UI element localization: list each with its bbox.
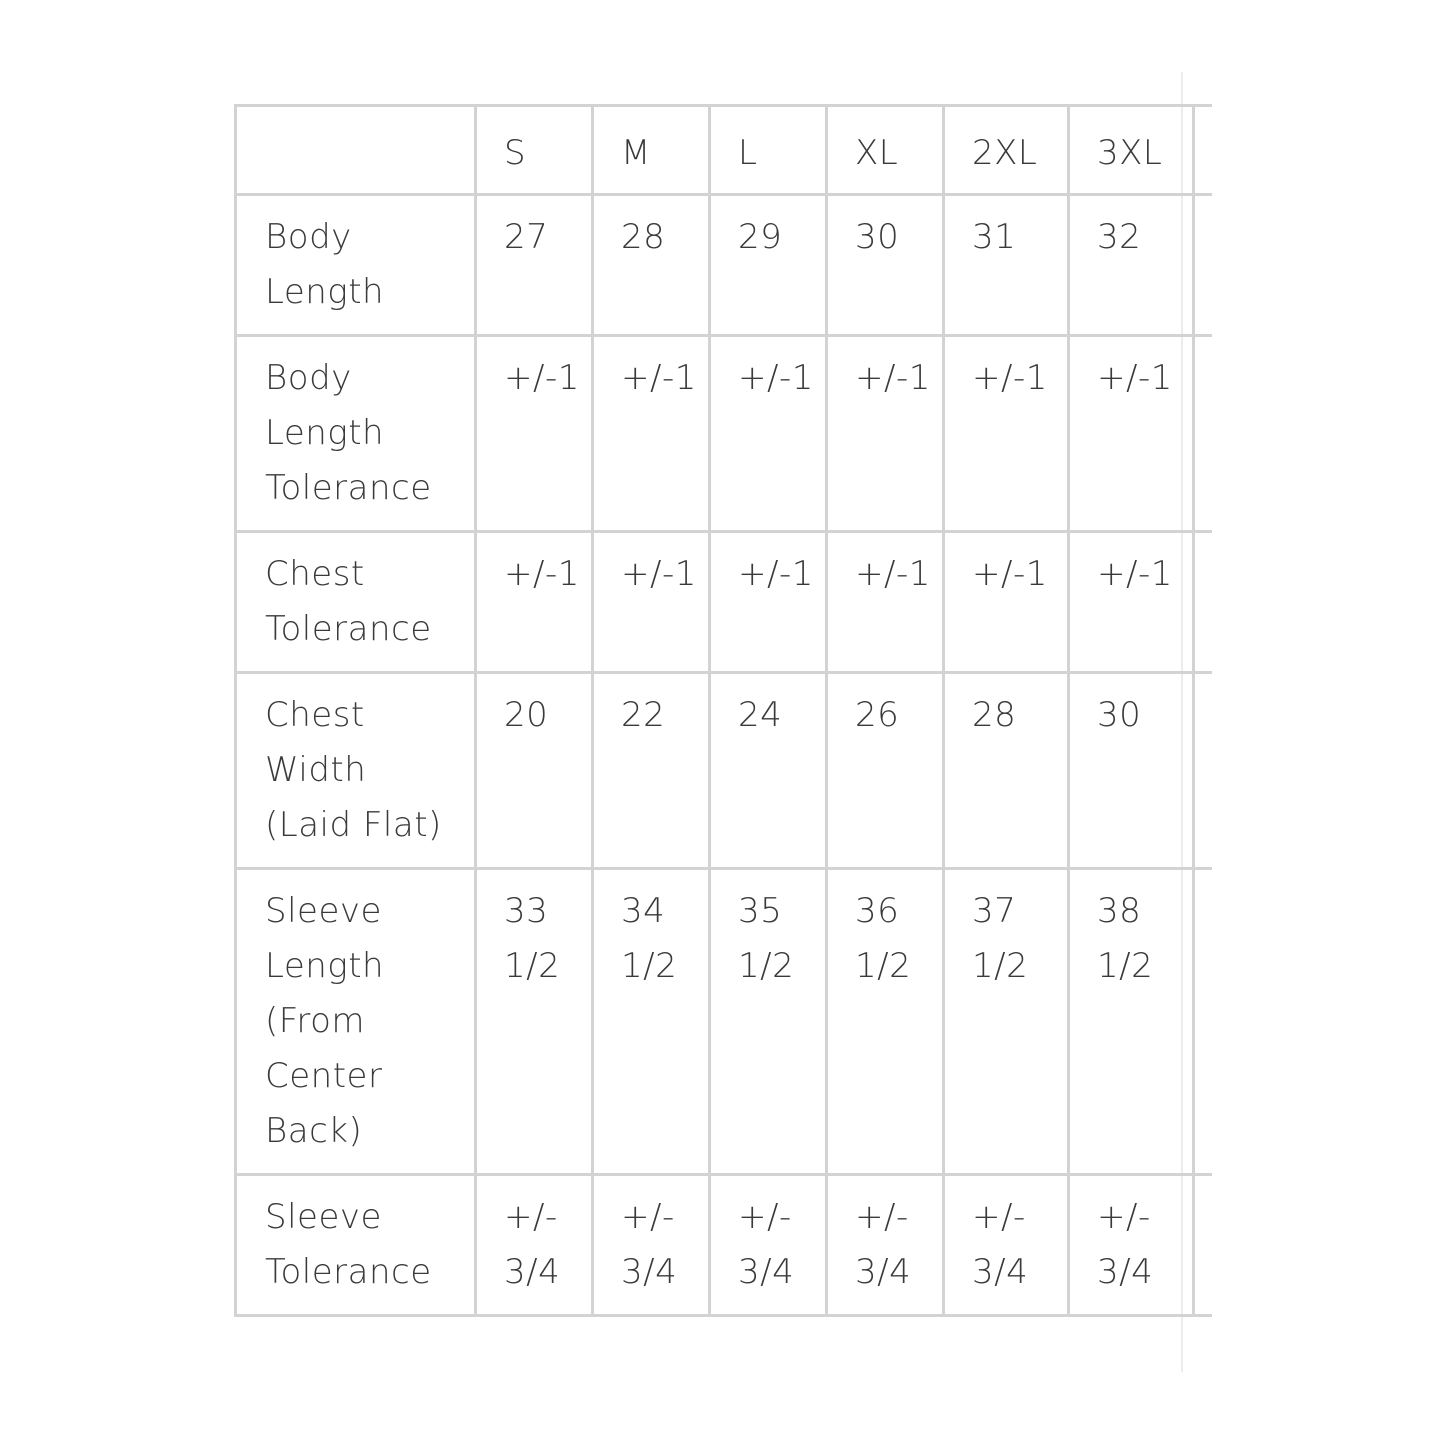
- table-cell: +/-1: [944, 336, 1069, 532]
- overflow-cell: [1194, 673, 1213, 869]
- table-cell: 34 1/2: [593, 869, 710, 1175]
- table-cell: 20: [476, 673, 593, 869]
- table-cell: +/- 3/4: [476, 1175, 593, 1316]
- row-label: Body Length: [236, 195, 476, 336]
- table-cell: 37 1/2: [944, 869, 1069, 1175]
- size-header-xl: XL: [827, 106, 944, 195]
- header-row: [236, 106, 1213, 195]
- table-cell: 30: [1069, 673, 1194, 869]
- size-header-s: S: [476, 106, 593, 195]
- table-row: [236, 336, 1213, 532]
- table-cell: +/-1: [710, 336, 827, 532]
- table-cell: 24: [710, 673, 827, 869]
- table-cell: +/- 3/4: [827, 1175, 944, 1316]
- table-cell: 30: [827, 195, 944, 336]
- overflow-cell: [1194, 336, 1213, 532]
- table-row: [236, 869, 1213, 1175]
- table-cell: +/- 3/4: [1069, 1175, 1194, 1316]
- table-cell: +/- 3/4: [593, 1175, 710, 1316]
- table-row: [236, 673, 1213, 869]
- row-label: Chest Tolerance: [236, 532, 476, 673]
- size-header-m: M: [593, 106, 710, 195]
- table-cell: +/-1: [476, 336, 593, 532]
- overflow-cell: [1194, 532, 1213, 673]
- table-cell: +/-1: [593, 532, 710, 673]
- size-chart-viewport[interactable]: [234, 104, 1212, 1373]
- row-label: Chest Width (Laid Flat): [236, 673, 476, 869]
- overflow-cell: [1194, 1175, 1213, 1316]
- size-header-2xl: 2XL: [944, 106, 1069, 195]
- row-label: Body Length Tolerance: [236, 336, 476, 532]
- row-label: Sleeve Tolerance: [236, 1175, 476, 1316]
- row-label: Sleeve Length (From Center Back): [236, 869, 476, 1175]
- size-header-3xl: 3XL: [1069, 106, 1194, 195]
- overflow-cell: [1194, 869, 1213, 1175]
- table-cell: +/-1: [1069, 532, 1194, 673]
- table-cell: +/-1: [593, 336, 710, 532]
- table-cell: 31: [944, 195, 1069, 336]
- table-cell: +/- 3/4: [710, 1175, 827, 1316]
- table-cell: 26: [827, 673, 944, 869]
- overflow-cell: [1194, 195, 1213, 336]
- table-cell: 33 1/2: [476, 869, 593, 1175]
- table-cell: 28: [593, 195, 710, 336]
- table-cell: 22: [593, 673, 710, 869]
- size-chart-table: [234, 104, 1212, 1317]
- table-cell: +/-1: [476, 532, 593, 673]
- table-cell: +/- 3/4: [944, 1175, 1069, 1316]
- table-cell: 35 1/2: [710, 869, 827, 1175]
- table-cell: 32: [1069, 195, 1194, 336]
- table-cell: 38 1/2: [1069, 869, 1194, 1175]
- table-cell: 29: [710, 195, 827, 336]
- table-cell: 27: [476, 195, 593, 336]
- table-cell: 28: [944, 673, 1069, 869]
- table-cell: +/-1: [827, 336, 944, 532]
- header-corner-cell: [236, 106, 476, 195]
- table-cell: +/-1: [1069, 336, 1194, 532]
- overflow-cell: [1194, 106, 1213, 195]
- size-header-l: L: [710, 106, 827, 195]
- table-cell: +/-1: [710, 532, 827, 673]
- table-cell: +/-1: [944, 532, 1069, 673]
- table-cell: +/-1: [827, 532, 944, 673]
- table-cell: 36 1/2: [827, 869, 944, 1175]
- table-row: [236, 1175, 1213, 1316]
- table-row: [236, 532, 1213, 673]
- table-row: [236, 195, 1213, 336]
